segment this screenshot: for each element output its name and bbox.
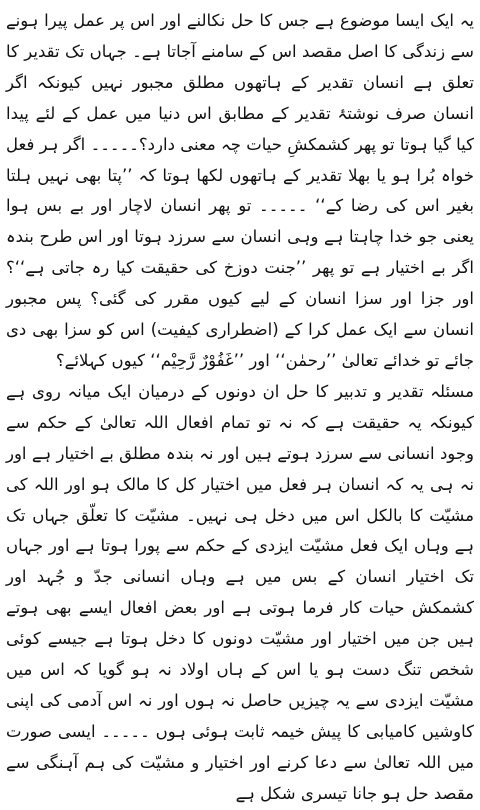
urdu-text-body: [6, 6, 474, 810]
paragraph-middle-path: مسئلہ تقدیر و تدبیر کا حل ان دونوں کے درمیان ایک میانہ روی ہے کیونکہ یہ حقیقت ہے کہ نہ تو تمام افعال اللہ تعالیٰ کے حکم سے وجود انسانی سے سرزد ہوتے ہیں اور نہ بندہ مطلق بے اختیار ہے اور نہ ہی یہ کہ انسان ہر فعل میں اختیار کل کا مالک ہو اور اللہ کی مشیّت کا بالکل اس میں دخل ہی نہیں۔ مشیّت کا تعلّق جہاں تک ہے وہاں ایک فعل مشیّت ایزدی کے حکم سے پورا ہوتا ہے اور جہاں تک اختیار انسان کے بس میں ہے وہاں انسانی جدّ و جُہد اور کشمکش حیات کار فرما ہوتی ہے اور بعض افعال ایسے بھی ہوتے ہیں جن میں اختیار اور مشیّت دونوں کا دخل ہوتا ہے جیسے کوئی شخص تنگ دست ہو یا اس کے ہاں اولاد نہ ہو گویا کہ اس میں مشیّت ایزدی سے یہ چیزیں حاصل نہ ہوں اور نہ اس آدمی کی اپنی کاوشیں کامیابی کا پیش خیمہ ثابت ہوئی ہوں ۔۔۔۔۔ ایسی صورت میں اللہ تعالیٰ سے دعا کرنے اور اختیار و مشیّت کی ہم آہنگی سے مقصد حل ہو جانا تیسری شکل ہے: [6, 381, 474, 803]
paragraph-fate-and-free-will: یہ ایک ایسا موضوع ہے جس کا حل نکالنے اور اس پر عمل پیرا ہونے سے زندگی کا اصل مقصد اس کے سامنے آجاتا ہے۔ جہاں تک تقدیر کا تعلق ہے انسان تقدیر کے ہاتھوں مطلق مجبور نہیں کیونکہ اگر انسان صرف نوشتۂ تقدیر کے مطابق اس دنیا میں عمل کے لئے پیدا کیا گیا ہوتا تو پھر کشمکشِ حیات چہ معنی دارد؟۔۔۔۔۔ اگر ہر فعل خواہ بُرا ہو یا بھلا تقدیر کے ہاتھوں لکھا ہوتا کہ ’’پتا بھی نہیں ہلتا بغیر اس کی رضا کے‘‘ ۔۔۔۔۔ تو پھر انسان لاچار اور بے بس ہوا یعنی جو خدا چاہتا ہے وہی انسان سے سرزد ہوتا اور اس طرح بندہ اگر بے اختیار ہے تو پھر ’’جنت دوزخ کی حقیقت کیا رہ جاتی ہے‘‘؟ اور جزا اور سزا انسان کے لیے کیوں مقرر کی گئی؟ پس مجبور انسان سے ایک عمل کرا کے (اضطراری کیفیت) اس کو سزا بھی دی جائے تو خدائے تعالیٰ ’’رحمٰن‘‘ اور ’’غَفُوْرٌ رَّحِیْم‘‘ کیوں کہلائے؟: [6, 11, 474, 370]
